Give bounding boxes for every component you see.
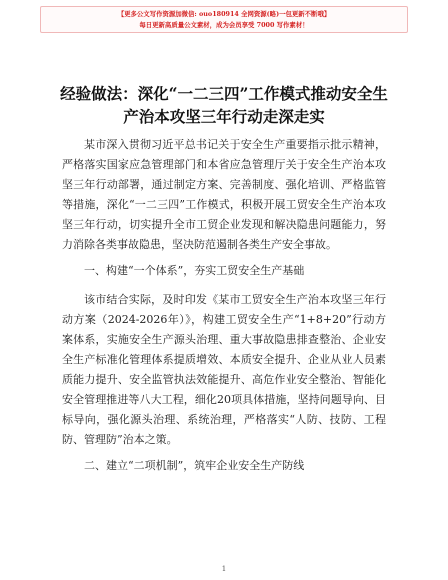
document-body (62, 135, 386, 485)
banner-line-2: 每日更新高质量公文素材，成为会员享受 7000 写作素材！ (139, 21, 309, 29)
section-1-paragraph: 该市结合实际，及时印发《某市工贸安全生产治本攻坚三年行动方案（2024-2026年）》，构建工贸安全生产“1+8+20”行动方案体系，实施安全生产源头治理、重大事故隐患排查整治、企业安全生产标准化管理体系提质增效、本质安全提升、企业从业人员素质能力提升、安全监管执法效能提升、高危作业安全整治、智能化安全管理推进等八大工程，细化20项具体措施，坚持问题导向、目标导向，强化源头治理、系统治理，严格落实“人防、技防、工程防、管理防”治本之策。 (62, 293, 386, 446)
section-heading-2: 二、建立“二项机制”，筑牢企业安全生产防线 (84, 459, 305, 472)
promo-banner (40, 6, 408, 33)
intro-paragraph: 某市深入贯彻习近平总书记关于安全生产重要指示批示精神，严格落实国家应急管理部门和本省应急管理厅关于安全生产治本攻坚三年行动部署，通过制定方案、完善制度、强化培训、严格监管等措施，深化“一二三四”工作模式，积极开展工贸安全生产治本攻坚三年行动，切实提升全市工贸企业发现和解决隐患问题能力，努力消除各类事故隐患，坚决防范遏制各类生产安全事故。 (62, 138, 386, 251)
banner-line-1: 【更多公文写作资源加微信: ouo180914 全网资源(略)一包更新不断哦】 (117, 10, 331, 18)
document-title: 经验做法：深化“一二三四”工作模式推动安全生产治本攻坚三年行动走深走实 (60, 84, 388, 126)
page-number: 1 (221, 565, 227, 573)
section-heading-1: 一、构建“一个体系”，夯实工贸安全生产基础 (84, 264, 305, 277)
